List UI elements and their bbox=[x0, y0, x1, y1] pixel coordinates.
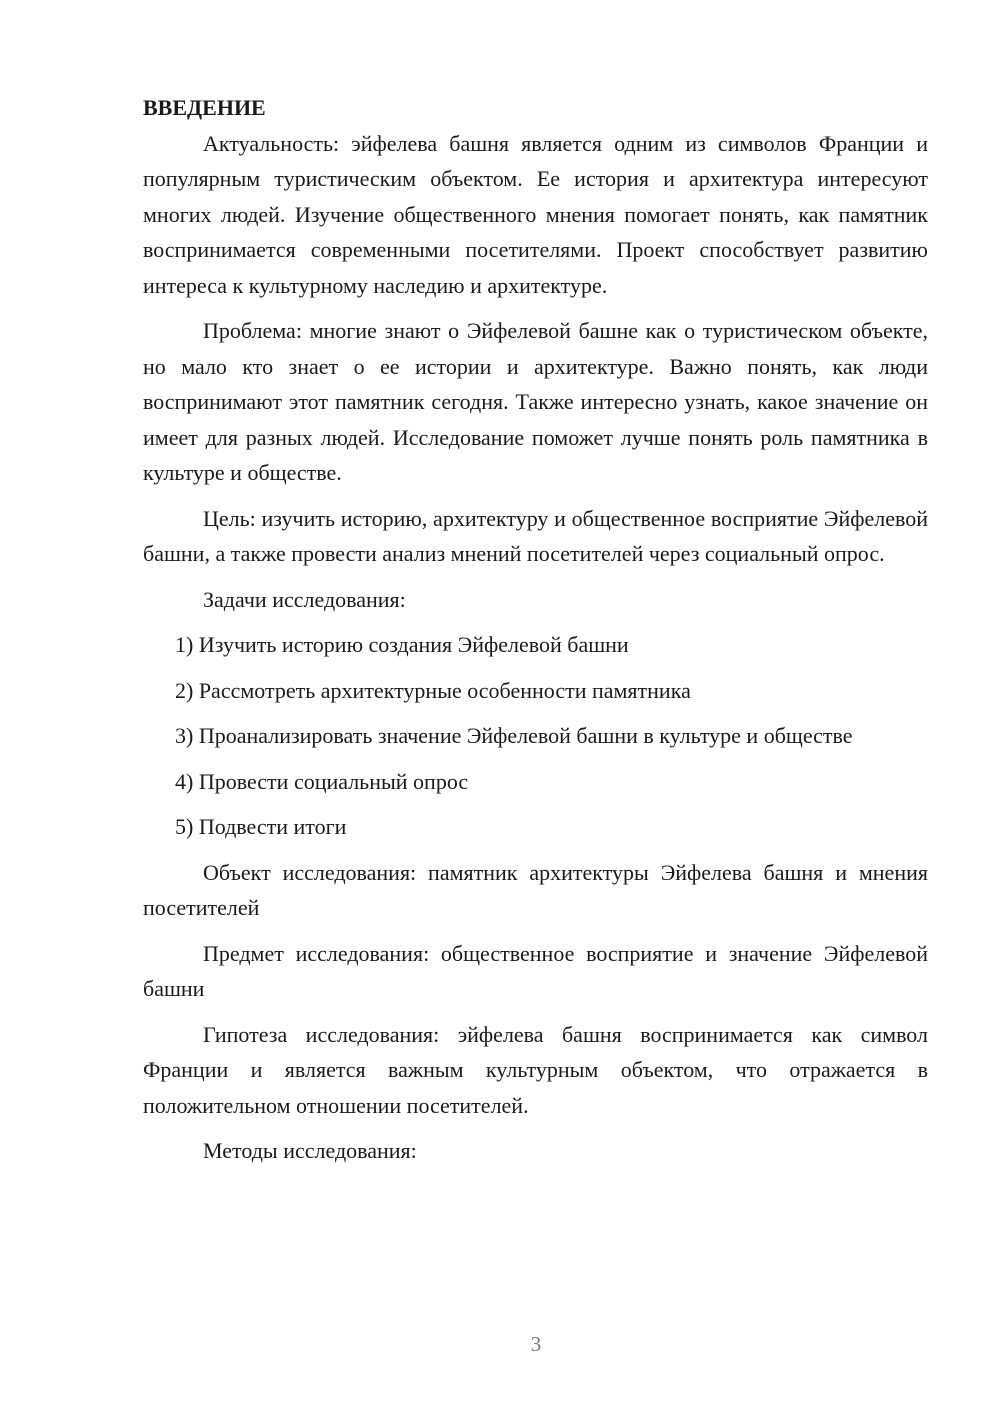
page-content bbox=[143, 90, 928, 1179]
methods-heading: Методы исследования: bbox=[203, 1138, 417, 1163]
subject-paragraph: Предмет исследования: общественное восприятие и значение Эйфелевой башни bbox=[143, 940, 928, 1001]
task-item-1: 1) Изучить историю создания Эйфелевой башни bbox=[175, 632, 629, 657]
page-number: 3 bbox=[530, 1332, 542, 1356]
relevance-paragraph: Актуальность: эйфелева башня является одним из символов Франции и популярным туристическим объектом. Ее история и архитектура интересуют многих людей. Изучение общественного мнения помогает понять, как памятник воспринимается современными посетителями. Проект способствует развитию интереса к культурному наследию и архитектуре. bbox=[143, 130, 928, 298]
task-item-4: 4) Провести социальный опрос bbox=[175, 768, 469, 794]
hypothesis-paragraph: Гипотеза исследования: эйфелева башня воспринимается как символ Франции и является важным культурным объектом, что отражается в положительном отношении посетителей. bbox=[143, 1021, 928, 1118]
task-item-2: 2) Рассмотреть архитектурные особенности памятника bbox=[175, 677, 691, 703]
task-item-3: 3) Проанализировать значение Эйфелевой башни в культуре и обществе bbox=[175, 723, 853, 748]
section-title: ВВЕДЕНИЕ bbox=[143, 95, 266, 120]
task-item-5: 5) Подвести итоги bbox=[175, 814, 347, 839]
problem-paragraph: Проблема: многие знают о Эйфелевой башне как о туристическом объекте, но мало кто знает о ее истории и архитектуре. Важно понять, как люди воспринимают этот памятник сегодня. Также интересно узнать, какое значение он имеет для разных людей. Исследование поможет лучше понять роль памятника в культуре и обществе. bbox=[143, 318, 928, 485]
object-paragraph: Объект исследования: памятник архитектуры Эйфелева башня и мнения посетителей bbox=[143, 859, 928, 920]
tasks-heading: Задачи исследования: bbox=[203, 586, 406, 612]
goal-paragraph: Цель: изучить историю, архитектуру и общественное восприятие Эйфелевой башни, а также провести анализ мнений посетителей через социальный опрос. bbox=[143, 505, 928, 566]
